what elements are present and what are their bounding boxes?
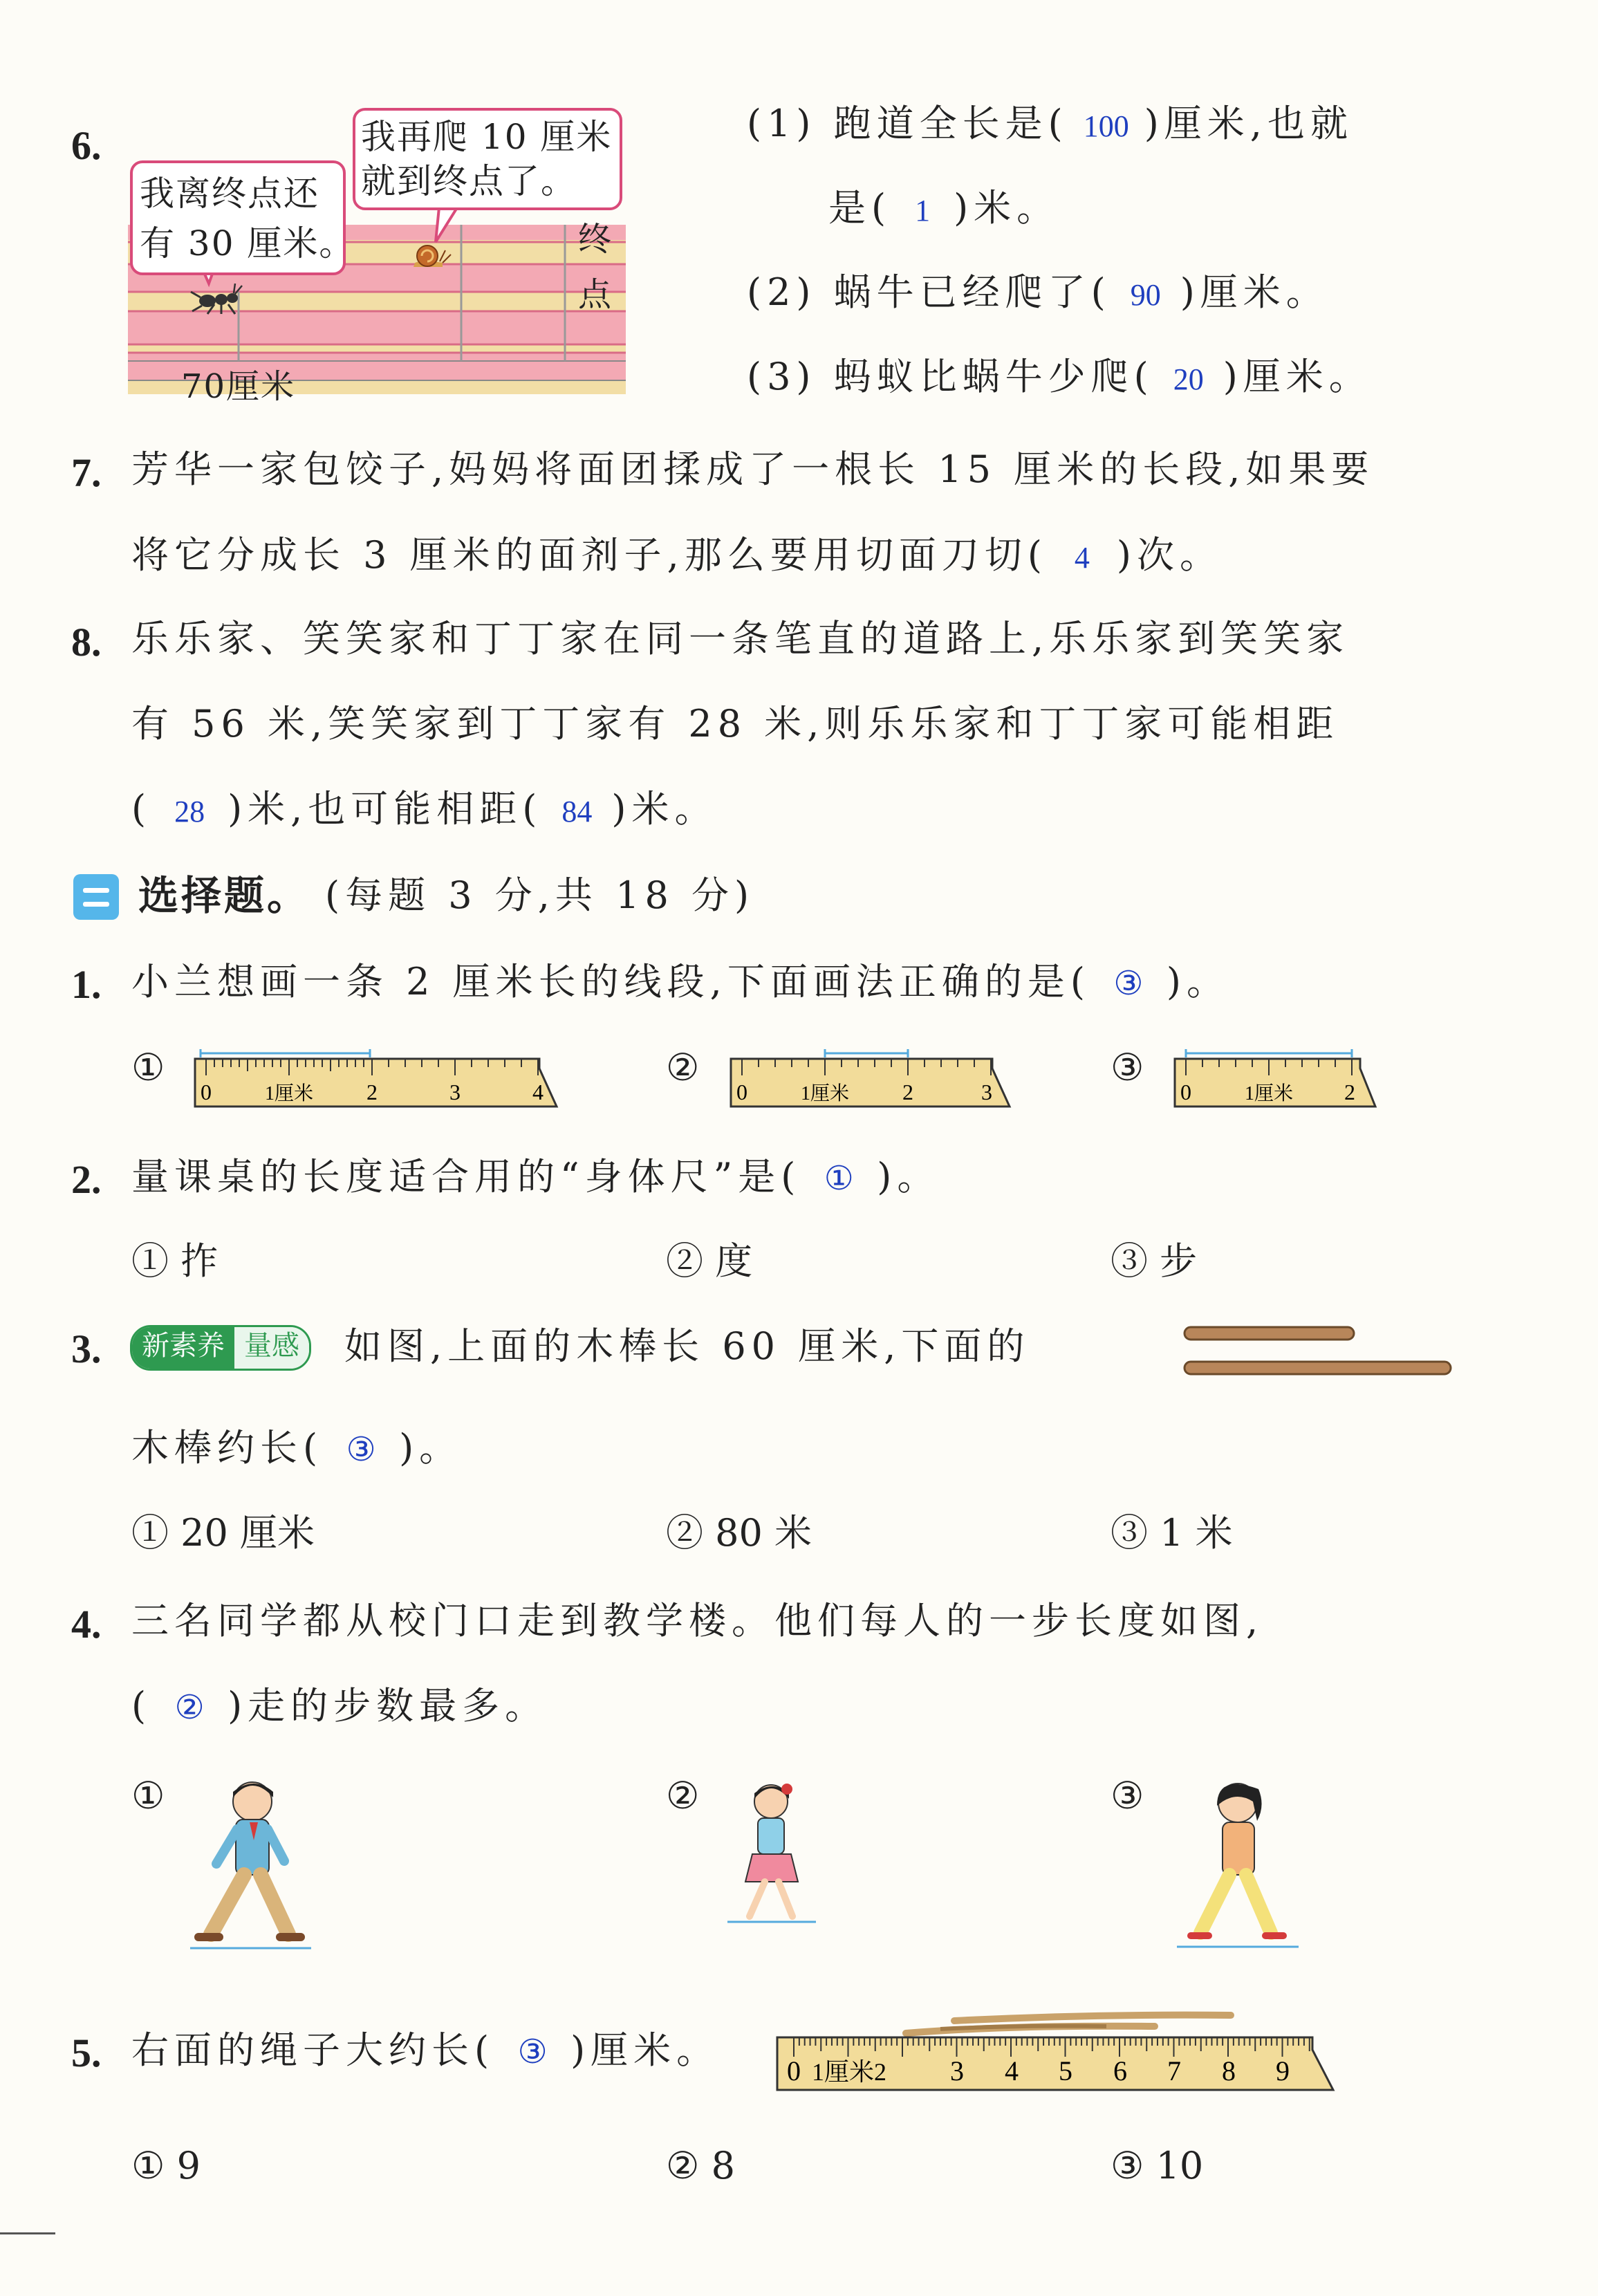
c4-option-1-label[interactable]: ① — [131, 1774, 165, 1817]
q7-answer[interactable]: 4 — [1074, 541, 1090, 575]
section-icon — [73, 874, 119, 920]
ruler-tick: 1厘米 — [1244, 1083, 1294, 1104]
c2-number: 2. — [71, 1157, 102, 1202]
ruler-tick: 0 — [787, 2055, 801, 2086]
q6-part1-line1: (1) 跑道全长是( 100 )厘米,也就 — [747, 102, 1353, 145]
ruler-tick: 0 — [736, 1080, 747, 1104]
c3-option-1[interactable]: ① 20 厘米 — [131, 1511, 315, 1555]
c5-rope-and-ruler — [774, 1999, 1348, 2099]
ruler-tick: 2 — [366, 1080, 378, 1104]
q6-answer-2[interactable]: 1 — [915, 194, 931, 228]
q6-answer-3[interactable]: 90 — [1130, 278, 1161, 312]
ruler-tick: 6 — [1113, 2055, 1127, 2086]
ruler-tick: 5 — [1059, 2055, 1072, 2086]
c1-ruler-3 — [1173, 1048, 1381, 1117]
page-corner-mark — [0, 2232, 55, 2234]
ruler-tick: 4 — [1005, 2055, 1019, 2086]
c3-option-2[interactable]: ② 80 米 — [666, 1511, 812, 1555]
ruler-tick: 0 — [201, 1080, 212, 1104]
q8-number: 8. — [71, 620, 102, 665]
ruler-tick: 4 — [532, 1080, 543, 1104]
section2-note: (每题 3 分,共 18 分) — [325, 873, 755, 917]
c2-answer[interactable]: ① — [824, 1160, 854, 1197]
snail-bubble-line-1: 我再爬 10 厘米 — [361, 117, 613, 157]
ruler-tick: 3 — [950, 2055, 964, 2086]
c4-girl-walking-long — [1169, 1774, 1307, 1961]
ruler-tick: 3 — [449, 1080, 461, 1104]
bottom-stick — [1184, 1362, 1451, 1374]
c1-option-2-label[interactable]: ② — [666, 1046, 700, 1089]
q6-part2: (2) 蜗牛已经爬了( 90 )厘米。 — [747, 270, 1329, 314]
c5-number: 5. — [71, 2030, 102, 2075]
c5-answer[interactable]: ③ — [517, 2034, 548, 2071]
c4-option-2-label[interactable]: ② — [666, 1774, 700, 1817]
ant-speech-bubble — [130, 160, 355, 275]
ruler-tick: 7 — [1167, 2055, 1181, 2086]
ruler-tick: 9 — [1276, 2055, 1290, 2086]
ruler-tick: 2 — [902, 1080, 913, 1104]
c5-question: 右面的绳子大约长( ③ )厘米。 — [131, 2028, 720, 2072]
c1-answer[interactable]: ③ — [1113, 965, 1144, 1002]
finish-label-2: 点 — [577, 275, 612, 314]
c3-badge — [130, 1325, 311, 1371]
q7-line-2: 将它分成长 3 厘米的面剂子,那么要用切面刀切( 4 )次。 — [131, 533, 1223, 577]
c4-girl-walking-short — [719, 1774, 823, 1933]
q6-distance-label: 70厘米 — [181, 367, 296, 406]
c1-option-3-label[interactable]: ③ — [1111, 1046, 1144, 1089]
c3-answer[interactable]: ③ — [346, 1432, 376, 1468]
c2-option-1[interactable]: ① 拃 — [131, 1239, 219, 1283]
c1-number: 1. — [71, 962, 102, 1007]
ant-bubble-line-1: 我离终点还 — [140, 174, 319, 214]
c4-option-3-label[interactable]: ③ — [1111, 1774, 1144, 1817]
q6-answer-1[interactable]: 100 — [1083, 109, 1129, 143]
snail-bubble-line-2: 就到终点了。 — [361, 161, 577, 201]
q6-part3: (3) 蚂蚁比蜗牛少爬( 20 )厘米。 — [747, 355, 1372, 398]
c5-option-2[interactable]: ② 8 — [666, 2144, 735, 2187]
snail-speech-bubble — [353, 108, 622, 210]
c3-sticks — [1179, 1317, 1456, 1394]
c3-line-1: 如图,上面的木棒长 60 厘米,下面的 — [344, 1324, 1030, 1368]
ruler-tick: 2 — [1344, 1080, 1355, 1104]
c1-option-1-label[interactable]: ① — [131, 1046, 165, 1089]
section2-title: 选择题。 — [138, 872, 310, 919]
ant-bubble-line-2: 有 30 厘米。 — [140, 223, 355, 263]
q7-line-1: 芳华一家包饺子,妈妈将面团揉成了一根长 15 厘米的长段,如果要 — [131, 447, 1375, 491]
c4-answer[interactable]: ② — [174, 1689, 205, 1726]
ruler-tick: 1厘米 — [264, 1083, 314, 1104]
q8-answer-1[interactable]: 28 — [174, 795, 205, 828]
q7-number: 7. — [71, 450, 102, 495]
c2-option-2[interactable]: ② 度 — [666, 1239, 753, 1283]
c2-option-3[interactable]: ③ 步 — [1111, 1239, 1198, 1283]
c4-line-2: ( ② )走的步数最多。 — [131, 1684, 548, 1728]
badge-right: 量感 — [234, 1327, 309, 1369]
c5-option-1[interactable]: ① 9 — [131, 2144, 201, 2187]
q8-line-2: 有 56 米,笑笑家到丁丁家有 28 米,则乐乐家和丁丁家可能相距 — [131, 702, 1339, 746]
top-stick — [1184, 1327, 1354, 1340]
ruler-tick: 0 — [1180, 1080, 1191, 1104]
c3-option-3[interactable]: ③ 1 米 — [1111, 1511, 1233, 1555]
track-lane — [128, 311, 626, 344]
q6-number: 6. — [71, 123, 102, 168]
ruler-tick: 1厘米2 — [811, 2058, 887, 2086]
badge-left: 新素养 — [132, 1327, 234, 1369]
q8-line-3: ( 28 )米,也可能相距( 84 )米。 — [131, 787, 718, 831]
c5-option-3[interactable]: ③ 10 — [1111, 2144, 1204, 2187]
c4-number: 4. — [71, 1602, 102, 1647]
ruler-tick: 3 — [981, 1080, 992, 1104]
finish-label-1: 终 — [577, 220, 612, 259]
c1-ruler-1 — [194, 1048, 570, 1117]
q6-part1-line2: 是( 1 )米。 — [828, 186, 1060, 230]
c3-line-2: 木棒约长( ③ )。 — [131, 1426, 463, 1470]
ruler-tick: 8 — [1222, 2055, 1236, 2086]
q6-answer-4[interactable]: 20 — [1173, 362, 1204, 396]
c3-number: 3. — [71, 1326, 102, 1371]
c4-line-1: 三名同学都从校门口走到教学楼。他们每人的一步长度如图, — [131, 1599, 1264, 1642]
c4-boy-walking — [183, 1774, 322, 1961]
q8-line-1: 乐乐家、笑笑家和丁丁家在同一条笔直的道路上,乐乐家到笑笑家 — [131, 617, 1350, 660]
c1-question: 小兰想画一条 2 厘米长的线段,下面画法正确的是( ③ )。 — [131, 960, 1229, 1003]
ruler-tick: 1厘米 — [800, 1083, 850, 1104]
c1-ruler-2 — [730, 1048, 1013, 1117]
q8-answer-2[interactable]: 84 — [561, 795, 593, 828]
c2-question: 量课桌的长度适合用的“身体尺”是( ① )。 — [131, 1155, 940, 1198]
